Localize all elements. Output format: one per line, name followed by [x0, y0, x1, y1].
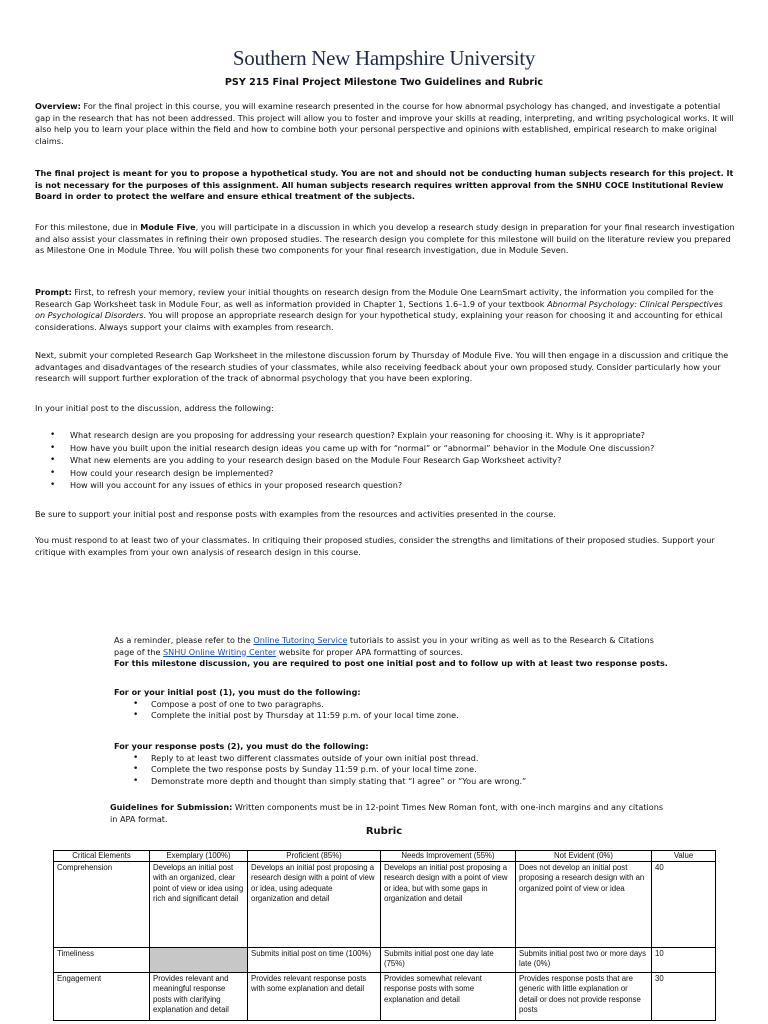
- textbook-title: Abnormal Psychology: Clinical Perspectives on Psychological Disorders: [35, 298, 723, 320]
- list-item: • Complete the initial post by Thursday at 11:59 p.m. of your local time zone.: [114, 710, 674, 722]
- writing-center-link[interactable]: SNHU Online Writing Center: [163, 646, 277, 657]
- response-posts-heading: For your response posts (2), you must do the following:: [114, 741, 369, 751]
- support-text: Be sure to support your initial post and response posts with examples from the resources and activities presented in the course.: [35, 509, 556, 519]
- table-cell: Provides somewhat relevant response posts with some explanation and detail: [381, 973, 516, 1021]
- next-text: Next, submit your completed Research Gap Worksheet in the milestone discussion forum by Thursday of Module Five. You will then engage in a discussion and critique the advantages and disadvantages of the research studies of your classmates, while also receiving feedback about your own proposed study. Consider particularly how your research will support further exploration of the track of abnormal psychology that you have been exploring.: [35, 350, 729, 383]
- university-logo: Southern New Hampshire University: [232, 46, 536, 70]
- table-cell: Submits initial post two or more days late (0%): [516, 948, 652, 973]
- table-cell: Develops an initial post with an organized, clear point of view or idea using rich and significant detail: [150, 862, 248, 948]
- column-header: Critical Elements: [54, 851, 150, 862]
- table-row: [54, 948, 716, 973]
- guidelines-text: Written components must be in 12-point Times New Roman font, with one-inch margins and any citations in APA format.: [110, 802, 664, 824]
- milestone-text-post: , you will participate in a discussion in which you develop a research study design in preparation for your final research investigation and also assist your classmates in refining their own proposed studies. The research design you complete for this milestone will build on the literature review you prepared as Milestone One in Module Three. You will polish these two components for your final research investigation, due in Module Seven.: [35, 222, 735, 255]
- column-header: Exemplary (100%): [150, 851, 248, 862]
- list-item: • How will you account for any issues of ethics in your proposed research question?: [35, 479, 735, 492]
- guidelines-label: Guidelines for Submission:: [110, 802, 233, 812]
- table-cell: Provides relevant and meaningful response posts with clarifying explanation and detail: [150, 973, 248, 1021]
- table-cell: Provides response posts that are generic with little explanation or detail or does not provide response posts: [516, 973, 652, 1021]
- document-title: PSY 215 Final Project Milestone Two Guidelines and Rubric: [224, 77, 544, 88]
- column-header: Value: [652, 851, 716, 862]
- reminder-text-2: tutorials to assist you in your writing as well as to the Research & Citations page of the: [114, 635, 654, 657]
- table-cell: Develops an initial post proposing a research design with a point of view or idea, but with some gaps in organization and detail: [381, 862, 516, 948]
- table-cell: Provides relevant response posts with some explanation and detail: [248, 973, 381, 1021]
- questions-list: [35, 429, 735, 492]
- table-cell: 10: [652, 948, 716, 973]
- table-header-row: [54, 851, 716, 862]
- initial-intro-text: In your initial post to the discussion, address the following:: [35, 403, 274, 413]
- response-posts-section: [114, 741, 674, 788]
- prompt-label: Prompt:: [35, 287, 72, 297]
- prompt-text-1: First, to refresh your memory, review your initial thoughts on research design from the Module One LearnSmart activity, the information you compiled for the Research Gap Worksheet task in Module Four, as well as information provided in Chapter 1, Sections 1.6–1.9 of your textbook: [35, 287, 714, 309]
- reminder-text-1: As a reminder, please refer to the: [114, 635, 254, 645]
- rubric-table: [53, 850, 716, 1021]
- table-cell: [150, 948, 248, 973]
- list-item: • What research design are you proposing for addressing your research question? Explain your reasoning for choosing it. Why is it appropriate?: [35, 429, 735, 442]
- column-header: Proficient (85%): [248, 851, 381, 862]
- prompt-text-2: . You will propose an appropriate research design for your hypothetical study, explaining your reason for choosing it and accounting for ethical considerations. Always support your claims with examples from research.: [35, 310, 723, 332]
- overview-paragraph: [35, 101, 735, 147]
- next-paragraph: [35, 350, 735, 385]
- table-cell: Submits initial post on time (100%): [248, 948, 381, 973]
- table-cell: Timeliness: [54, 948, 150, 973]
- respond-paragraph: [35, 535, 735, 558]
- column-header: Needs Improvement (55%): [381, 851, 516, 862]
- guidelines-paragraph: [110, 802, 670, 825]
- notice-text: The final project is meant for you to propose a hypothetical study. You are not and should not be conducting human subjects research for this project. It is not necessary for the purposes of this assignment. All human subjects research requires written approval from the SNHU COCE Institutional Review Board in order to protect the welfare and ensure ethical treatment of the subjects.: [35, 168, 734, 201]
- table-cell: Develops an initial post proposing a research design with a point of view or idea, using adequate organization and detail: [248, 862, 381, 948]
- list-item: • Demonstrate more depth and thought than simply stating that “I agree” or “You are wrong.”: [114, 776, 674, 788]
- reminder-paragraph: [114, 635, 674, 670]
- milestone-paragraph: [35, 222, 735, 257]
- table-cell: Submits initial post one day late (75%): [381, 948, 516, 973]
- reminder-text-3: website for proper APA formatting of sources.: [276, 646, 463, 657]
- overview-label: Overview:: [35, 101, 81, 111]
- table-cell: Does not develop an initial post proposing a research design with an organized point of view or idea: [516, 862, 652, 948]
- table-row: [54, 862, 716, 948]
- list-item: • How have you built upon the initial research design ideas you came up with for “normal” or “abnormal” behavior in the Module One discussion?: [35, 442, 735, 455]
- column-header: Not Evident (0%): [516, 851, 652, 862]
- required-posts-text: For this milestone discussion, you are required to post one initial post and to follow up with at least two response posts.: [114, 658, 668, 668]
- table-cell: Comprehension: [54, 862, 150, 948]
- list-item: • What new elements are you adding to your research design based on the Module Four Research Gap Worksheet activity?: [35, 454, 735, 467]
- table-cell: 40: [652, 862, 716, 948]
- list-item: • Reply to at least two different classmates outside of your own initial post thread.: [114, 753, 674, 765]
- overview-text: For the final project in this course, you will examine research presented in the course for how abnormal psychology has changed, and investigate a potential gap in the research that has not been addressed. This project will allow you to foster and improve your skills at reading, interpreting, and writing psychological works. It will also help you to learn your place within the field and how to combine both your personal perspective and opinions with established, empirical research to make original claims.: [35, 101, 734, 146]
- prompt-paragraph: [35, 287, 735, 333]
- list-item: • How could your research design be implemented?: [35, 467, 735, 480]
- rubric-title: Rubric: [365, 826, 403, 837]
- milestone-module: Module Five: [140, 222, 196, 232]
- table-row: [54, 973, 716, 1021]
- list-item: • Complete the two response posts by Sunday 11:59 p.m. of your local time zone.: [114, 764, 674, 776]
- respond-text: You must respond to at least two of your classmates. In critiquing their proposed studies, consider the strengths and limitations of their proposed studies. Support your critique with examples from your own analysis of research design in this course.: [35, 535, 715, 557]
- initial-post-section: [114, 687, 674, 722]
- milestone-text-pre: For this milestone, due in: [35, 222, 141, 232]
- table-cell: 30: [652, 973, 716, 1021]
- table-cell: Engagement: [54, 973, 150, 1021]
- notice-paragraph: [35, 168, 735, 203]
- initial-post-heading: For or your initial post (1), you must do the following:: [114, 687, 361, 697]
- initial-intro: [35, 403, 735, 415]
- support-paragraph: [35, 509, 735, 521]
- list-item: • Compose a post of one to two paragraphs.: [114, 699, 674, 711]
- online-tutoring-link[interactable]: Online Tutoring Service: [253, 635, 348, 645]
